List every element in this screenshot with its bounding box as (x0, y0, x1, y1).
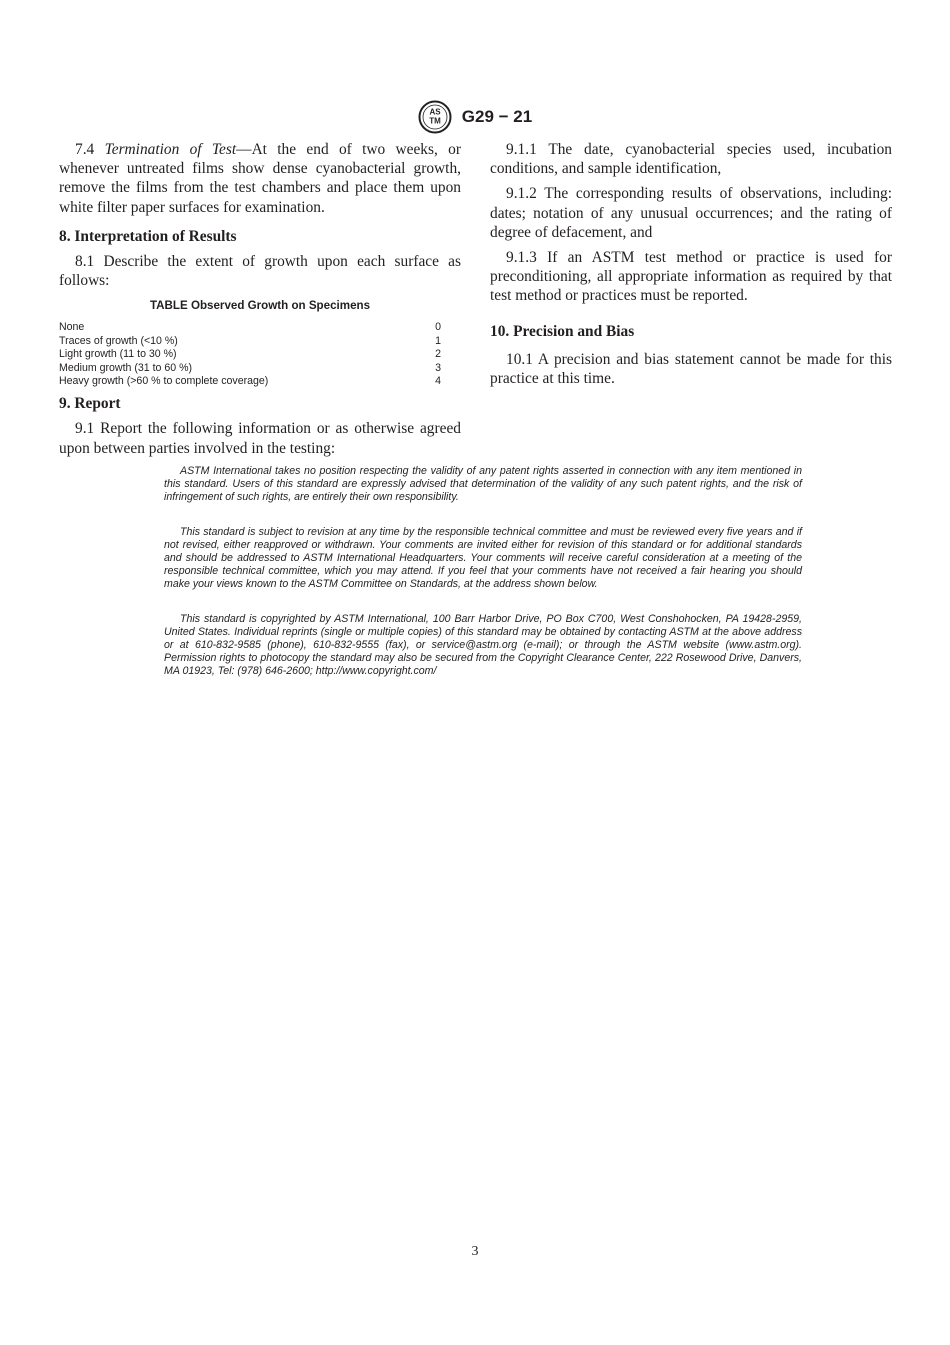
table-row (59, 335, 441, 348)
paragraph-text: —At the end of two weeks, or whenever untreated films show dense cyanobacterial growth, remove the films from the test chambers and place them upon white filter paper surfaces for examination. (59, 141, 461, 216)
astm-logo-icon (418, 100, 452, 134)
patent-notice (164, 465, 802, 504)
table-row (59, 348, 441, 361)
growth-label: Medium growth (31 to 60 %) (59, 361, 193, 374)
growth-label: None (59, 321, 85, 334)
paragraph-title: Termination of Test (104, 141, 237, 158)
svg-text:AS: AS (429, 107, 441, 117)
left-column (59, 140, 461, 464)
svg-text:TM: TM (429, 116, 441, 126)
growth-rating: 4 (435, 375, 441, 388)
section-8-heading: 8. Interpretation of Results (59, 227, 237, 245)
document-code: G29 − 21 (461, 107, 533, 126)
revision-notice-text: This standard is subject to revision at any time by the responsible technical committee and must be reviewed every five years and if not revised, either reapproved or withdrawn. Your comments are invited either for revision of this standard or for additional standards and should be addressed to ASTM International Headquarters. Your comments will receive careful consideration at a meeting of the responsible technical committee, which you may attend. If you feel that your comments have not received a fair hearing you should make your views known to the ASTM Committee on Standards, at the address shown below. (164, 526, 802, 591)
table-row (59, 321, 441, 334)
copyright-notice-text: This standard is copyrighted by ASTM International, 100 Barr Harbor Drive, PO Box C700, West Conshohocken, PA 19428-2959, United States. Individual reprints (single or multiple copies) of this standard may be obtained by contacting ASTM at the above address or at 610-832-9585 (phone), 610-832-9555 (fax), or service@astm.org (e-mail); or through the ASTM website (www.astm.org). Permission rights to photocopy the standard may also be secured from the Copyright Clearance Center, 222 Rosewood Drive, Danvers, MA 01923, Tel: (978) 646-2600; http://www.copyright.com/ (164, 613, 802, 678)
paragraph-8-1: 8.1 Describe the extent of growth upon each surface as follows: (59, 252, 461, 290)
growth-label: Heavy growth (>60 % to complete coverage) (59, 375, 269, 388)
growth-label: Traces of growth (<10 %) (59, 334, 178, 347)
paragraph-9-1-1: 9.1.1 The date, cyanobacterial species used, incubation conditions, and sample identification, (490, 141, 892, 178)
section-9-heading: 9. Report (59, 395, 121, 413)
section-10-heading: 10. Precision and Bias (490, 322, 635, 340)
page-number: 3 (471, 1244, 479, 1259)
growth-rating: 1 (435, 334, 441, 347)
revision-notice (164, 526, 802, 591)
paragraph-9-1-2: 9.1.2 The corresponding results of observations, including: dates; notation of any unusual occurrences; and the rating of degree of defacement, and (490, 185, 892, 241)
paragraph-9-1-3: 9.1.3 If an ASTM test method or practice is used for preconditioning, all appropriate information as required by that test method or practices must be reported. (490, 249, 892, 305)
table-title: TABLE Observed Growth on Specimens (149, 299, 371, 313)
growth-rating: 2 (435, 348, 441, 361)
patent-notice-text: ASTM International takes no position respecting the validity of any patent rights asserted in connection with any item mentioned in this standard. Users of this standard are expressly advised that determination of the validity of any such patent rights, and the risk of infringement of such rights, are entirely their own responsibility. (164, 465, 802, 504)
paragraph-number: 7.4 (75, 141, 95, 158)
table-row (59, 375, 441, 388)
growth-rating: 0 (435, 321, 441, 334)
growth-rating: 3 (435, 361, 441, 374)
paragraph-10-1: 10.1 A precision and bias statement cannot be made for this practice at this time. (490, 350, 892, 387)
page-header (0, 100, 950, 134)
growth-label: Light growth (11 to 30 %) (59, 348, 177, 361)
paragraph-9-1: 9.1 Report the following information or as otherwise agreed upon between parties involved in the testing: (59, 420, 461, 457)
paragraph-7-4 (59, 140, 461, 217)
growth-rating-table (59, 321, 441, 388)
table-row (59, 362, 441, 375)
right-column (490, 140, 892, 394)
copyright-notice (164, 613, 802, 678)
